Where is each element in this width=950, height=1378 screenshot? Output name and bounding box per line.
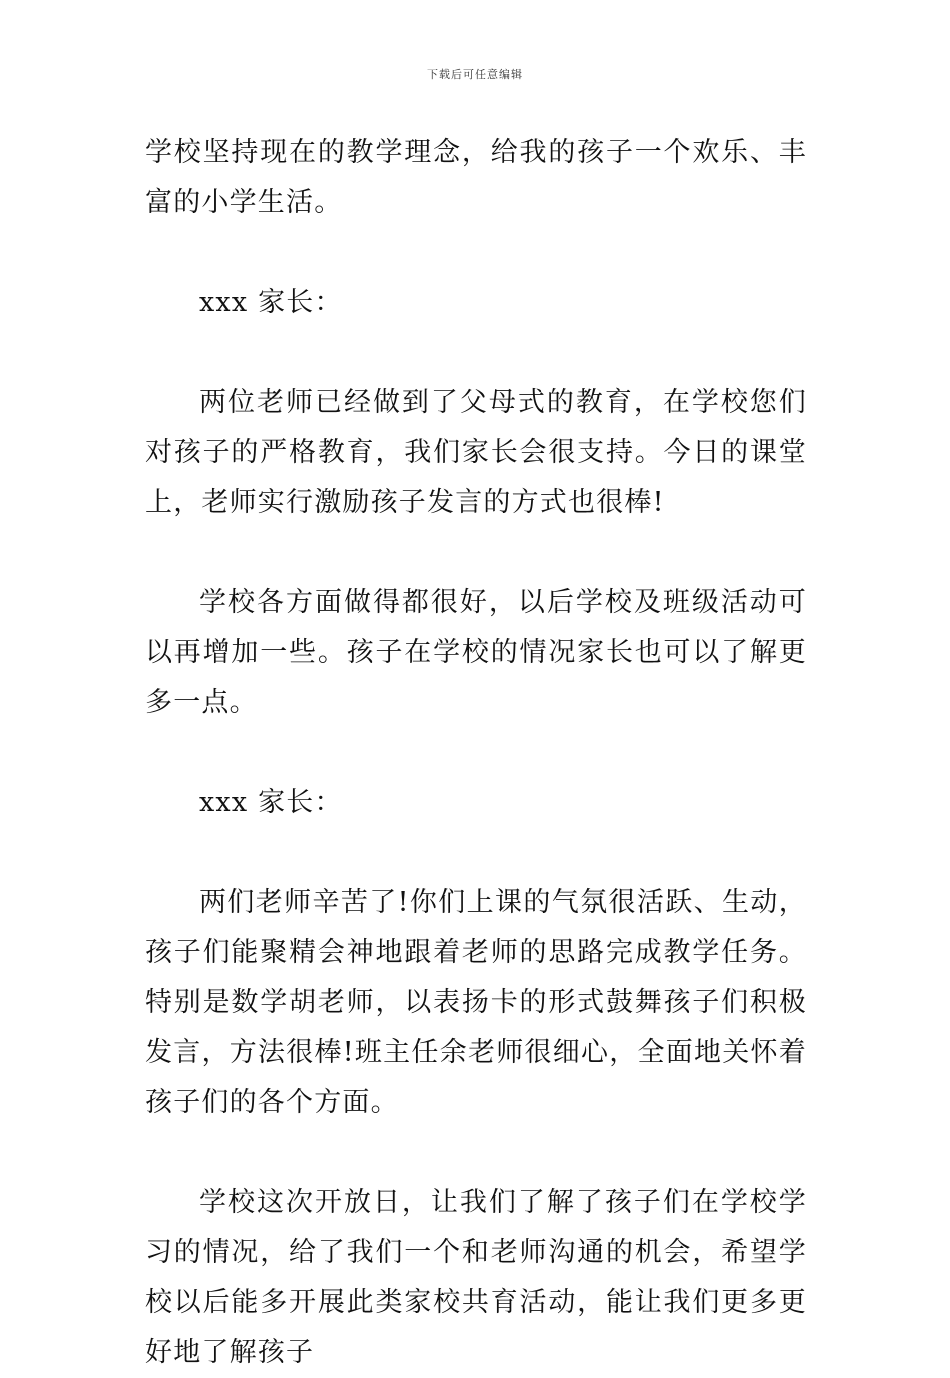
parent-salutation: xxx 家长： (199, 787, 343, 818)
paragraph-comment: 学校这次开放日，让我们了解了孩子们在学校学习的情况，给了我们一个和老师沟通的机会，希望学校以后能多开展此类家校共育活动，能让我们更多更好地了解孩子 (145, 1187, 807, 1368)
document-body (145, 128, 807, 1378)
parent-salutation: xxx 家长： (199, 287, 343, 318)
header-note: 下载后可任意编辑 (427, 68, 523, 81)
paragraph-comment: 两们老师辛苦了!你们上课的气氛很活跃、生动，孩子们能聚精会神地跟着老师的思路完成教学任务。特别是数学胡老师，以表扬卡的形式鼓舞孩子们积极发言，方法很棒!班主任余老师很细心，全面地关怀着孩子们的各个方面。 (145, 887, 807, 1118)
paragraph-comment: 两位老师已经做到了父母式的教育，在学校您们对孩子的严格教育，我们家长会很支持。今日的课堂上，老师实行激励孩子发言的方式也很棒! (145, 387, 807, 518)
paragraph-comment: 学校各方面做得都很好，以后学校及班级活动可以再增加一些。孩子在学校的情况家长也可以了解更多一点。 (145, 587, 807, 718)
paragraph-continuation: 学校坚持现在的教学理念，给我的孩子一个欢乐、丰富的小学生活。 (145, 137, 807, 218)
